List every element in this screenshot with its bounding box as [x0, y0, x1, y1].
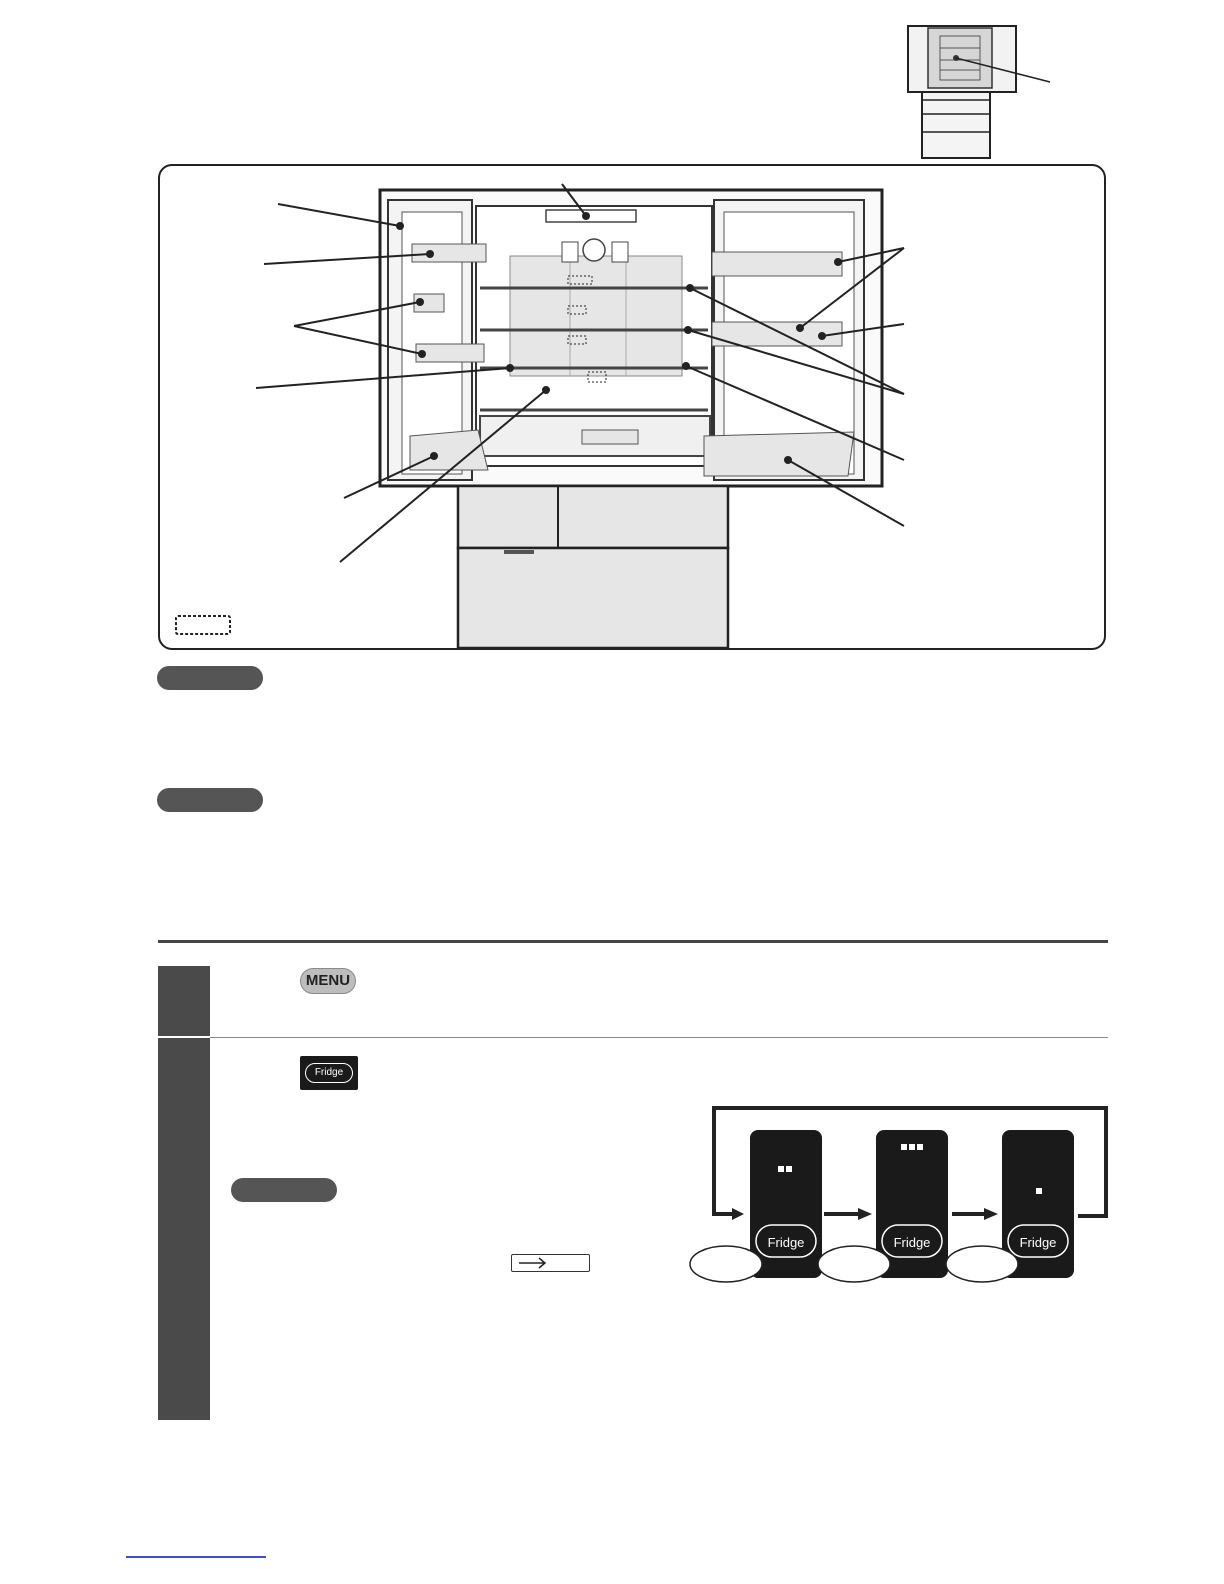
section-divider [158, 940, 1108, 943]
menu-button[interactable]: MENU [300, 968, 356, 994]
right-arrow-icon [515, 1255, 555, 1271]
display-cycle-diagram [688, 1104, 1112, 1286]
note-pill-1 [157, 666, 263, 690]
legend-dotted-marker [176, 616, 230, 634]
fridge-button-label: Fridge [305, 1063, 353, 1083]
fridge-interior-diagram [158, 164, 1106, 650]
display-screen-2 [818, 1130, 948, 1282]
footer-link[interactable] [126, 1556, 266, 1558]
screen-2-label: Fridge [893, 1235, 931, 1250]
note-pill-2 [157, 788, 263, 812]
fridge-thumbnail [900, 22, 1060, 162]
screen-3-label: Fridge [1019, 1235, 1057, 1250]
step-2-bar [158, 1038, 210, 1420]
fridge-button[interactable] [300, 1056, 358, 1090]
display-screen-3 [946, 1130, 1074, 1282]
note-pill-3 [231, 1178, 337, 1202]
arrow-box [511, 1254, 590, 1272]
step-1-bar [158, 966, 210, 1036]
screen-1-label: Fridge [767, 1235, 805, 1250]
step-separator [210, 1037, 1108, 1038]
display-screen-1 [690, 1130, 822, 1282]
